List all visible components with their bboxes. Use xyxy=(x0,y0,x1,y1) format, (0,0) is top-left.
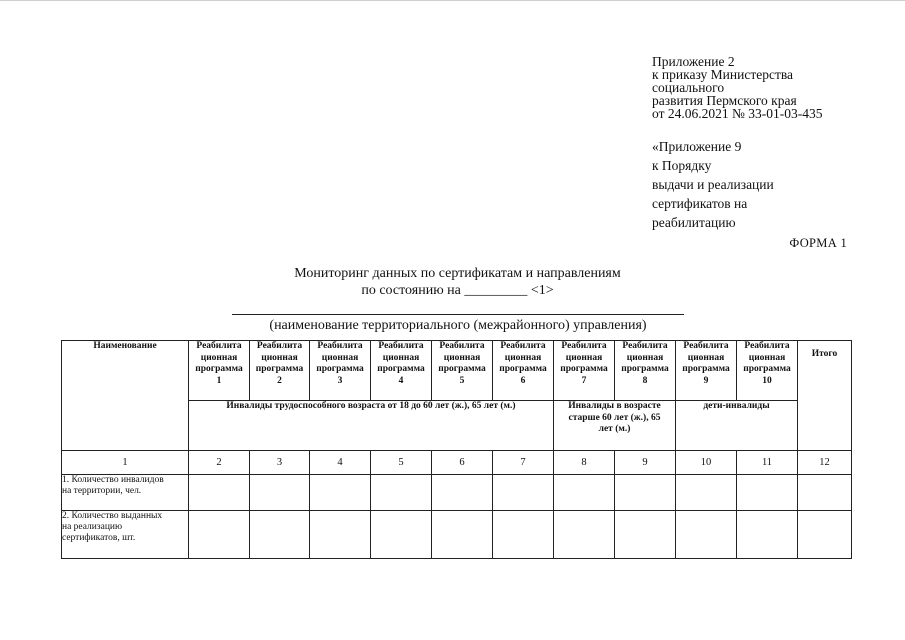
column-number: 7 xyxy=(493,451,554,475)
group-children: дети-инвалиды xyxy=(676,401,798,451)
data-cell xyxy=(493,475,554,511)
document-title: Мониторинг данных по сертификатам и направлениям xyxy=(294,266,621,281)
data-cell xyxy=(310,475,371,511)
data-cell xyxy=(737,511,798,559)
data-cell xyxy=(554,475,615,511)
document-subtitle: по состоянию на _________ <1> xyxy=(361,283,554,298)
name-header: Наименование xyxy=(62,341,189,451)
program-header-5: Реабилита ционная программа 5 xyxy=(432,341,493,401)
appendix-2-header xyxy=(652,55,872,120)
program-header-4: Реабилита ционная программа 4 xyxy=(371,341,432,401)
table-row xyxy=(62,475,852,511)
data-cell xyxy=(737,475,798,511)
data-cell xyxy=(432,511,493,559)
column-number-row xyxy=(62,451,852,475)
appendix-line: от 24.06.2021 № 33-01-03-435 xyxy=(652,106,823,121)
appendix-line: социального xyxy=(652,80,725,95)
appendix-line: развития Пермского края xyxy=(652,93,797,108)
data-cell xyxy=(493,511,554,559)
appendix9-line: к Порядку xyxy=(652,158,712,173)
row-label-certificates-count: 2. Количество выданных на реализацию сертификатов, шт. xyxy=(62,511,189,559)
column-number: 5 xyxy=(371,451,432,475)
program-header-1: Реабилита ционная программа 1 xyxy=(189,341,250,401)
column-number: 11 xyxy=(737,451,798,475)
row-label-disabled-count: 1. Количество инвалидов на территории, чел. xyxy=(62,475,189,511)
data-cell xyxy=(798,511,852,559)
program-header-2: Реабилита ционная программа 2 xyxy=(250,341,310,401)
program-header-7: Реабилита ционная программа 7 xyxy=(554,341,615,401)
data-cell xyxy=(554,511,615,559)
group-senior: Инвалиды в возрасте старше 60 лет (ж.), 65 лет (м.) xyxy=(554,401,676,451)
data-cell xyxy=(250,475,310,511)
appendix9-line: «Приложение 9 xyxy=(652,139,742,154)
table-row xyxy=(62,511,852,559)
total-header: Итого xyxy=(798,341,852,451)
appendix9-line: реабилитацию xyxy=(652,215,736,230)
appendix-9-header xyxy=(652,137,872,232)
column-number: 2 xyxy=(189,451,250,475)
data-cell xyxy=(310,511,371,559)
group-working-age: Инвалиды трудоспособного возраста от 18 до 60 лет (ж.), 65 лет (м.) xyxy=(189,401,554,451)
data-cell xyxy=(189,475,250,511)
appendix9-line: выдачи и реализации xyxy=(652,177,774,192)
data-cell xyxy=(189,511,250,559)
column-number: 12 xyxy=(798,451,852,475)
data-cell xyxy=(250,511,310,559)
program-header-10: Реабилита ционная программа 10 xyxy=(737,341,798,401)
appendix-line: Приложение 2 xyxy=(652,54,735,69)
appendix-line: к приказу Министерства xyxy=(652,67,794,82)
program-header-6: Реабилита ционная программа 6 xyxy=(493,341,554,401)
column-number: 10 xyxy=(676,451,737,475)
column-number: 3 xyxy=(250,451,310,475)
program-header-3: Реабилита ционная программа 3 xyxy=(310,341,371,401)
org-name-caption: (наименование территориального (межрайонного) управления) xyxy=(269,318,647,333)
monitoring-table xyxy=(61,340,852,559)
program-header-9: Реабилита ционная программа 9 xyxy=(676,341,737,401)
column-number: 6 xyxy=(432,451,493,475)
data-cell xyxy=(798,475,852,511)
header-row xyxy=(62,341,852,401)
data-cell xyxy=(676,511,737,559)
data-cell xyxy=(615,511,676,559)
org-name-blank-line xyxy=(232,314,684,315)
column-number: 9 xyxy=(615,451,676,475)
appendix9-line: сертификатов на xyxy=(652,196,748,211)
data-cell xyxy=(371,511,432,559)
data-cell xyxy=(371,475,432,511)
column-number: 1 xyxy=(62,451,189,475)
program-header-8: Реабилита ционная программа 8 xyxy=(615,341,676,401)
data-cell xyxy=(615,475,676,511)
form-label: ФОРМА 1 xyxy=(789,236,847,250)
top-border-line xyxy=(0,0,905,1)
column-number: 4 xyxy=(310,451,371,475)
data-cell xyxy=(676,475,737,511)
column-number: 8 xyxy=(554,451,615,475)
data-cell xyxy=(432,475,493,511)
